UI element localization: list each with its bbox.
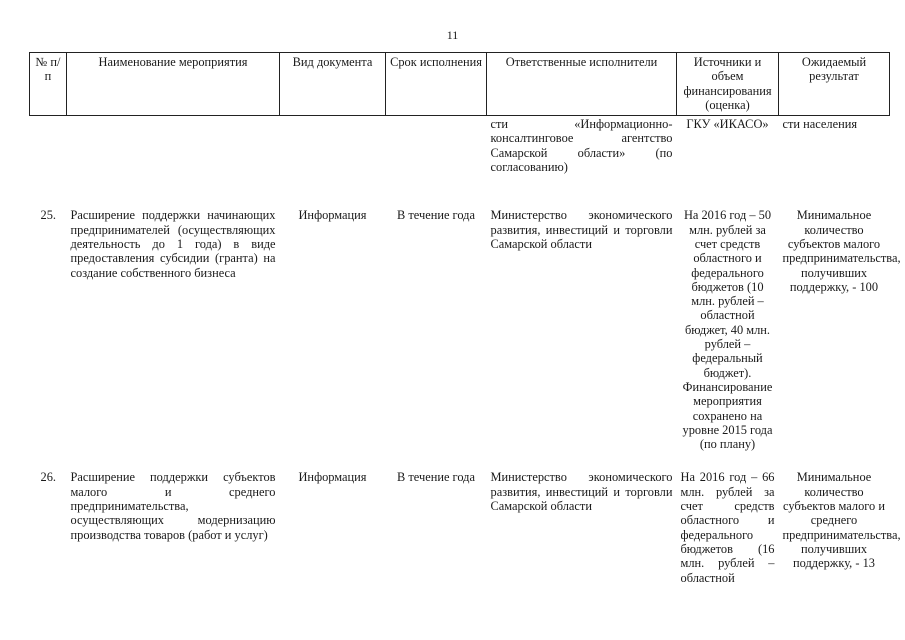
cell-empty (67, 116, 280, 209)
cell-empty (280, 116, 386, 209)
cell-empty (386, 116, 487, 209)
header-sources: Источники и объем финансирования (оценка) (677, 53, 779, 116)
measures-table (29, 52, 901, 585)
cell-doc-type: Информация (298, 470, 367, 485)
cell-deadline: В течение года (397, 470, 475, 485)
header-doc-type: Вид документа (280, 53, 386, 116)
header-result: Ожидаемый результат (779, 53, 890, 116)
header-deadline: Срок исполнения (386, 53, 487, 116)
cell-executors: сти «Информационно-консалтинговое агентство Самарской области» (по согласованию) (490, 117, 673, 175)
cell-number: 26. (40, 470, 56, 485)
cell-number: 25. (40, 208, 56, 223)
page-number: 11 (446, 28, 459, 42)
cell-empty (30, 116, 67, 209)
header-number: № п/п (30, 53, 67, 116)
table-row-continuation (30, 116, 890, 209)
table-row (30, 470, 890, 584)
cell-deadline: В течение года (397, 208, 475, 223)
cell-name: Расширение поддержки начинающих предпринимателей (осуществляющих деятельность до 1 года) в виде предоставления субсидии (гранта) на создание собственного бизнеса (70, 208, 276, 280)
cell-sources: На 2016 год – 50 млн. рублей за счет средств областного и федерального бюджетов (10 млн. рублей – областной бюджет, 40 млн. рублей – федеральный бюджет). Финансирование мероприятия сохранено на уровне 2015 года (по плану) (682, 208, 773, 452)
header-name: Наименование мероприятия (67, 53, 280, 116)
cell-result: Минимальное количество субъектов малого и среднего предпринимательства, получивших поддержку, - 13 (782, 470, 901, 571)
cell-result: сти населения (782, 117, 858, 132)
table-row (30, 208, 890, 470)
cell-executors: Министерство экономического развития, инвестиций и торговли Самарской области (490, 470, 673, 514)
cell-sources: ГКУ «ИКАСО» (686, 117, 769, 132)
cell-doc-type: Информация (298, 208, 367, 223)
cell-sources: На 2016 год – 66 млн. рублей за счет средств областного и федерального бюджетов (16 млн. рублей – областной (680, 470, 775, 585)
cell-executors: Министерство экономического развития, инвестиций и торговли Самарской области (490, 208, 673, 251)
cell-name: Расширение поддержки субъектов малого и среднего предпринимательства, осуществляющих модернизацию производства товаров (работ и услуг) (70, 470, 276, 542)
cell-result: Минимальное количество субъектов малого предпринимательства, получивших поддержку, - 100 (782, 208, 901, 294)
header-executors: Ответственные исполнители (487, 53, 677, 116)
table-header-row (30, 53, 890, 116)
